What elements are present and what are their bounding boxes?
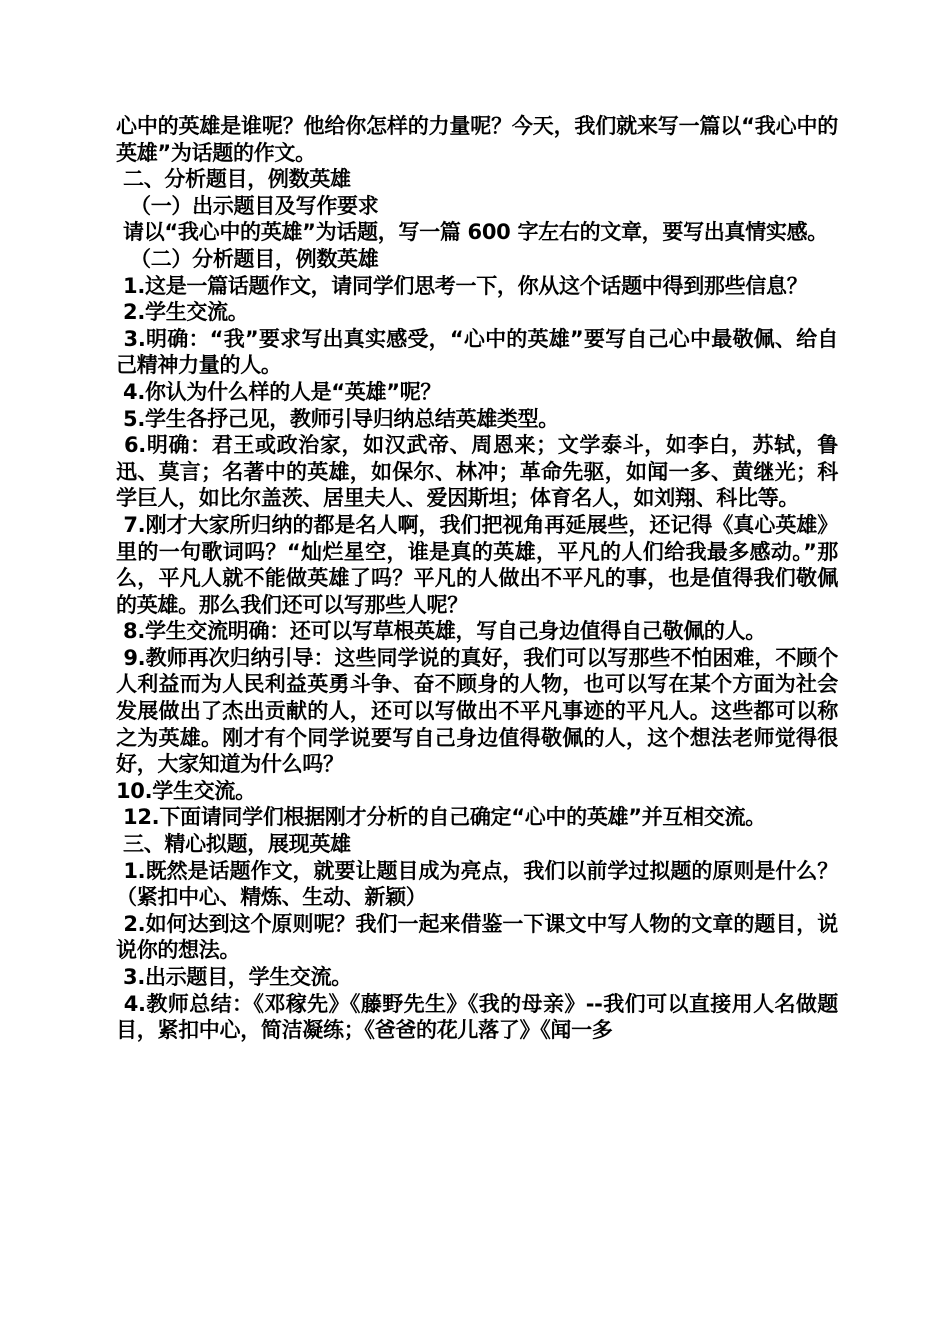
list-item: 2.学生交流。 <box>116 300 249 325</box>
list-item: 3.出示题目，学生交流。 <box>116 965 353 989</box>
paragraph: 请以“我心中的英雄”为话题，写一篇 600 字左右的文章，要写出真情实感。 <box>116 220 828 245</box>
subsection-heading: （一）出示题目及写作要求 <box>116 193 379 218</box>
list-item: 4.教师总结：《邓稼先》《藤野先生》《我的母亲》--我们可以直接用人名做题目，紧扣中心，简洁凝练；《爸爸的花儿落了》《闻一多 <box>116 991 838 1043</box>
section-heading: 三、精心拟题，展现英雄 <box>116 832 351 857</box>
section-heading: 二、分析题目，例数英雄 <box>116 167 351 192</box>
list-item: 4.你认为什么样的人是“英雄”呢？ <box>116 379 442 404</box>
list-item: 10.学生交流。 <box>116 778 256 803</box>
list-item: 2.如何达到这个原则呢？我们一起来借鉴一下课文中写人物的文章的题目，说说你的想法。 <box>116 911 838 963</box>
list-item: 3.明确：“我”要求写出真实感受，“心中的英雄”要写自己心中最敬佩、给自己精神力量的人。 <box>116 326 838 378</box>
list-item: 1.这是一篇话题作文，请同学们思考一下，你从这个话题中得到那些信息？ <box>116 273 808 298</box>
list-item: 7.刚才大家所归纳的都是名人啊，我们把视角再延展些，还记得《真心英雄》里的一句歌词吗？“灿烂星空，谁是真的英雄，平凡的人们给我最多感动。”那么，平凡人就不能做英雄了吗？平凡的人做出不平凡的事，也是值得我们敬佩的英雄。那么我们还可以写那些人呢？ <box>116 512 838 617</box>
paragraph: 心中的英雄是谁呢？他给你怎样的力量呢？今天，我们就来写一篇以“我心中的英雄”为话题的作文。 <box>116 114 838 165</box>
list-item: 8.学生交流明确：还可以写草根英雄，写自己身边值得自己敬佩的人。 <box>116 619 767 644</box>
list-item: 1.既然是话题作文，就要让题目成为亮点，我们以前学过拟题的原则是什么？（紧扣中心、精炼、生动、新颖） <box>116 858 838 910</box>
list-item: 5.学生各抒己见，教师引导归纳总结英雄类型。 <box>116 406 560 431</box>
subsection-heading: （二）分析题目，例数英雄 <box>116 246 379 271</box>
document-page <box>116 113 838 1044</box>
list-item: 9.教师再次归纳引导：这些同学说的真好，我们可以写那些不怕困难，不顾个人利益而为人民利益英勇斗争、奋不顾身的人物，也可以写在某个方面为社会发展做出了杰出贡献的人，还可以写做出不平凡事迹的平凡人。这些都可以称之为英雄。刚才有个同学说要写自己身边值得敬佩的人，这个想法老师觉得很好，大家知道为什么吗？ <box>116 645 838 777</box>
list-item: 6.明确：君王或政治家，如汉武帝、周恩来；文学泰斗，如李白，苏轼，鲁迅、莫言；名著中的英雄，如保尔、林冲；革命先驱，如闻一多、黄继光；科学巨人，如比尔盖茨、居里夫人、爱因斯坦；体育名人，如刘翔、科比等。 <box>116 433 839 511</box>
list-item: 12.下面请同学们根据刚才分析的自己确定“心中的英雄”并互相交流。 <box>116 805 766 830</box>
